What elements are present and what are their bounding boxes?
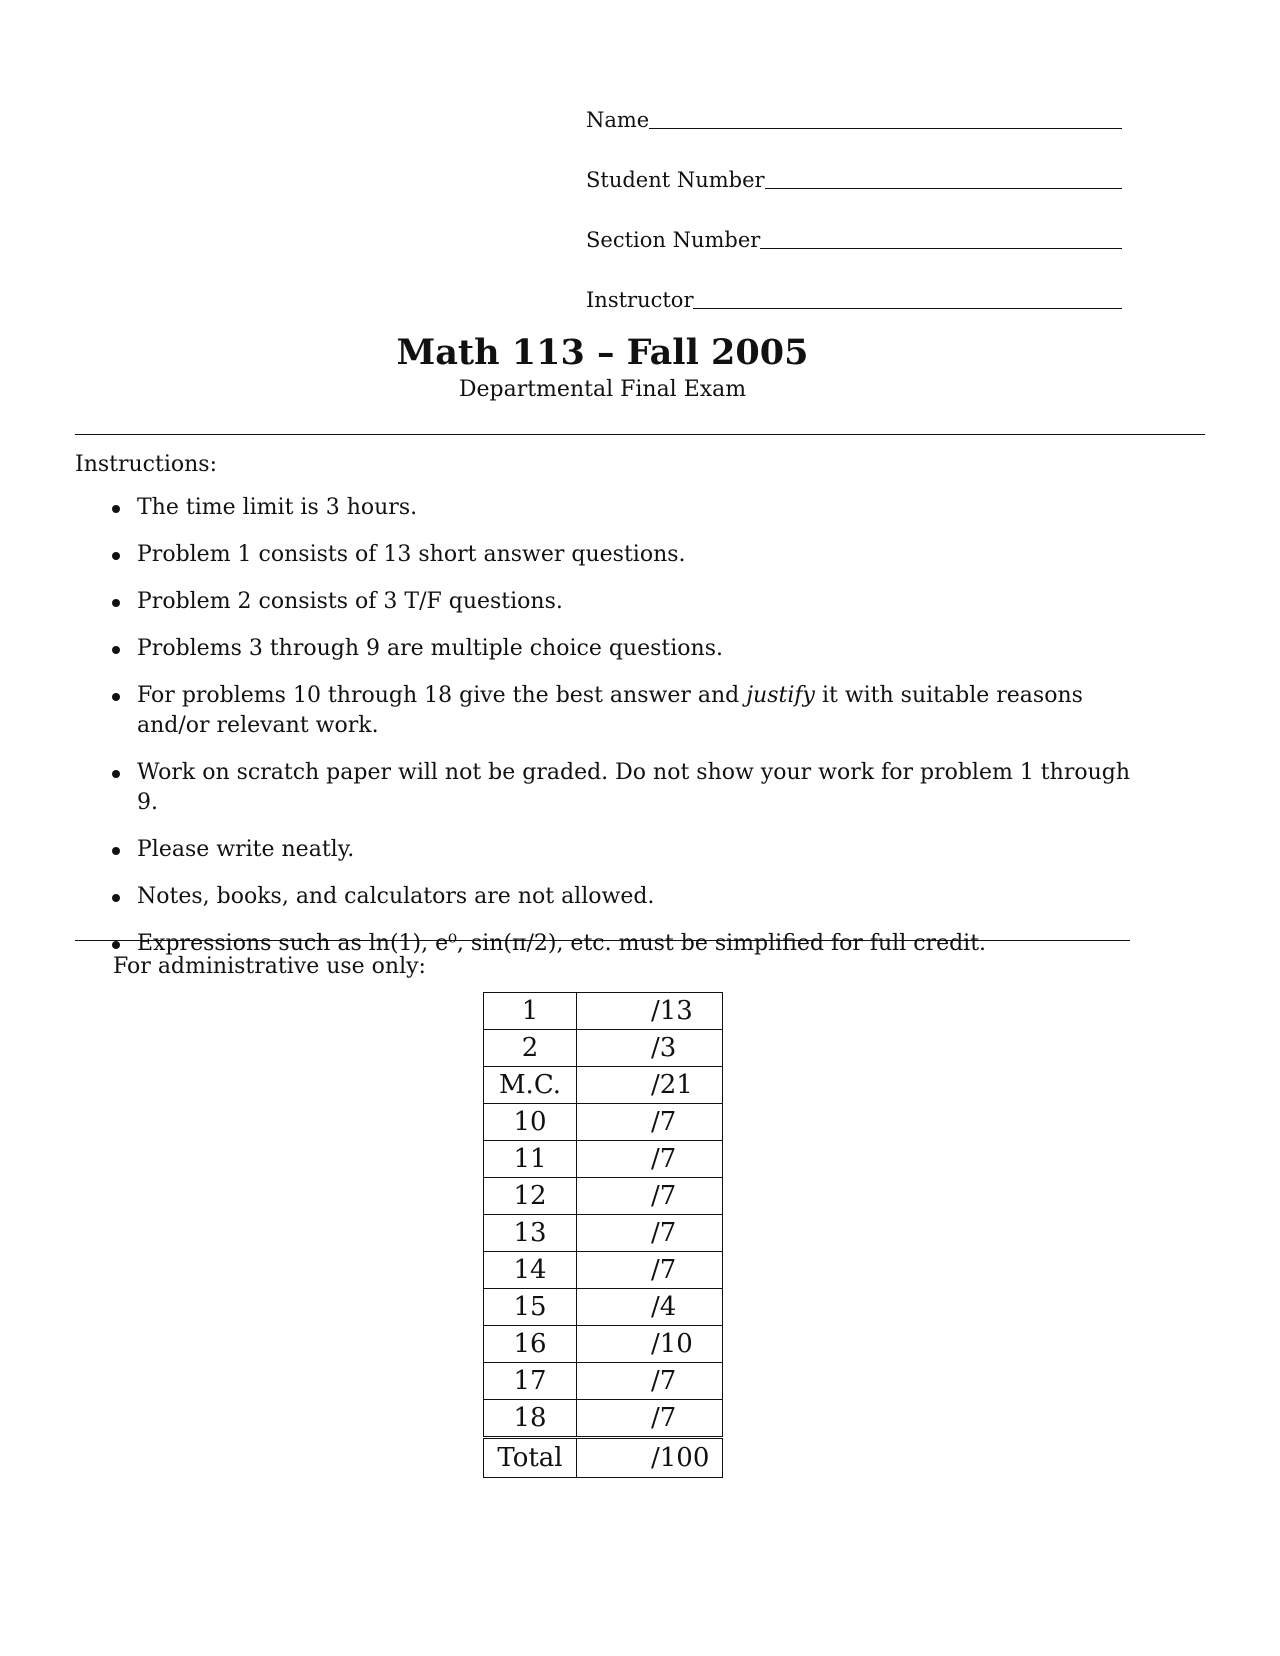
table-row [484,1289,723,1326]
points-cell[interactable]: /10 [577,1326,723,1363]
problem-cell: 2 [484,1030,577,1067]
table-row [484,1030,723,1067]
points-cell[interactable]: /4 [577,1289,723,1326]
points-cell[interactable]: /7 [577,1215,723,1252]
bullet-icon [112,941,120,949]
total-label-cell: Total [484,1438,577,1478]
problem-cell: 10 [484,1104,577,1141]
points-cell[interactable]: /21 [577,1067,723,1104]
table-row [484,1326,723,1363]
bullet-icon [112,847,120,855]
total-points-cell[interactable]: /100 [577,1438,723,1478]
section-number-label: Section Number [586,228,761,252]
instructor-blank-line[interactable] [693,308,1122,309]
exam-title: Math 113 – Fall 2005 [396,332,809,373]
points-cell[interactable]: /13 [577,993,723,1030]
exam-subtitle: Departmental Final Exam [458,377,747,402]
admin-use-label: For administrative use only: [113,954,426,979]
points-cell[interactable]: /7 [577,1104,723,1141]
top-divider [75,434,1205,435]
student-number-blank-line[interactable] [765,188,1122,189]
points-cell[interactable]: /7 [577,1178,723,1215]
points-cell[interactable]: /7 [577,1252,723,1289]
instruction-item: The time limit is 3 hours. [108,493,1138,523]
instruction-item: For problems 10 through 18 give the best answer and justify it with suitable reasons and/or relevant work. [108,681,1138,741]
instructor-label: Instructor [586,288,694,312]
name-label: Name [586,108,650,132]
table-row [484,1141,723,1178]
instruction-item: Problem 1 consists of 13 short answer questions. [108,540,1138,570]
table-row [484,1104,723,1141]
student-number-field[interactable] [586,164,1122,192]
problem-cell: 11 [484,1141,577,1178]
bottom-divider [75,940,1130,941]
instruction-item: Please write neatly. [108,835,1138,865]
instructor-field[interactable] [586,284,1122,312]
bullet-icon [112,552,120,560]
points-cell[interactable]: /7 [577,1400,723,1438]
section-number-blank-line[interactable] [760,248,1122,249]
total-row [484,1438,723,1478]
student-number-label: Student Number [586,168,765,192]
table-row [484,1067,723,1104]
name-blank-line[interactable] [649,128,1122,129]
bullet-icon [112,505,120,513]
instruction-item: Problems 3 through 9 are multiple choice questions. [108,634,1138,664]
instructions-heading: Instructions: [75,452,217,477]
problem-cell: 15 [484,1289,577,1326]
problem-cell: 16 [484,1326,577,1363]
bullet-icon [112,646,120,654]
section-number-field[interactable] [586,224,1122,252]
table-row [484,1252,723,1289]
problem-cell: M.C. [484,1067,577,1104]
points-cell[interactable]: /7 [577,1141,723,1178]
bullet-icon [112,599,120,607]
problem-cell: 12 [484,1178,577,1215]
problem-cell: 14 [484,1252,577,1289]
table-row [484,1363,723,1400]
table-row [484,993,723,1030]
table-row [484,1400,723,1438]
problem-cell: 1 [484,993,577,1030]
score-table [483,992,723,1478]
instruction-item: Notes, books, and calculators are not allowed. [108,882,1138,912]
bullet-icon [112,894,120,902]
problem-cell: 18 [484,1400,577,1438]
justify-emphasis: justify [746,683,815,708]
table-row [484,1215,723,1252]
name-field[interactable] [586,104,1122,132]
table-row [484,1178,723,1215]
bullet-icon [112,693,120,701]
instruction-item: Problem 2 consists of 3 T/F questions. [108,587,1138,617]
instruction-item: Work on scratch paper will not be graded. Do not show your work for problem 1 through 9. [108,758,1138,818]
instruction-item: Expressions such as ln(1), e⁰, sin(π/2), etc. must be simplified for full credit. [108,929,1138,959]
problem-cell: 13 [484,1215,577,1252]
problem-cell: 17 [484,1363,577,1400]
points-cell[interactable]: /3 [577,1030,723,1067]
points-cell[interactable]: /7 [577,1363,723,1400]
instructions-list [108,493,1138,976]
bullet-icon [112,770,120,778]
